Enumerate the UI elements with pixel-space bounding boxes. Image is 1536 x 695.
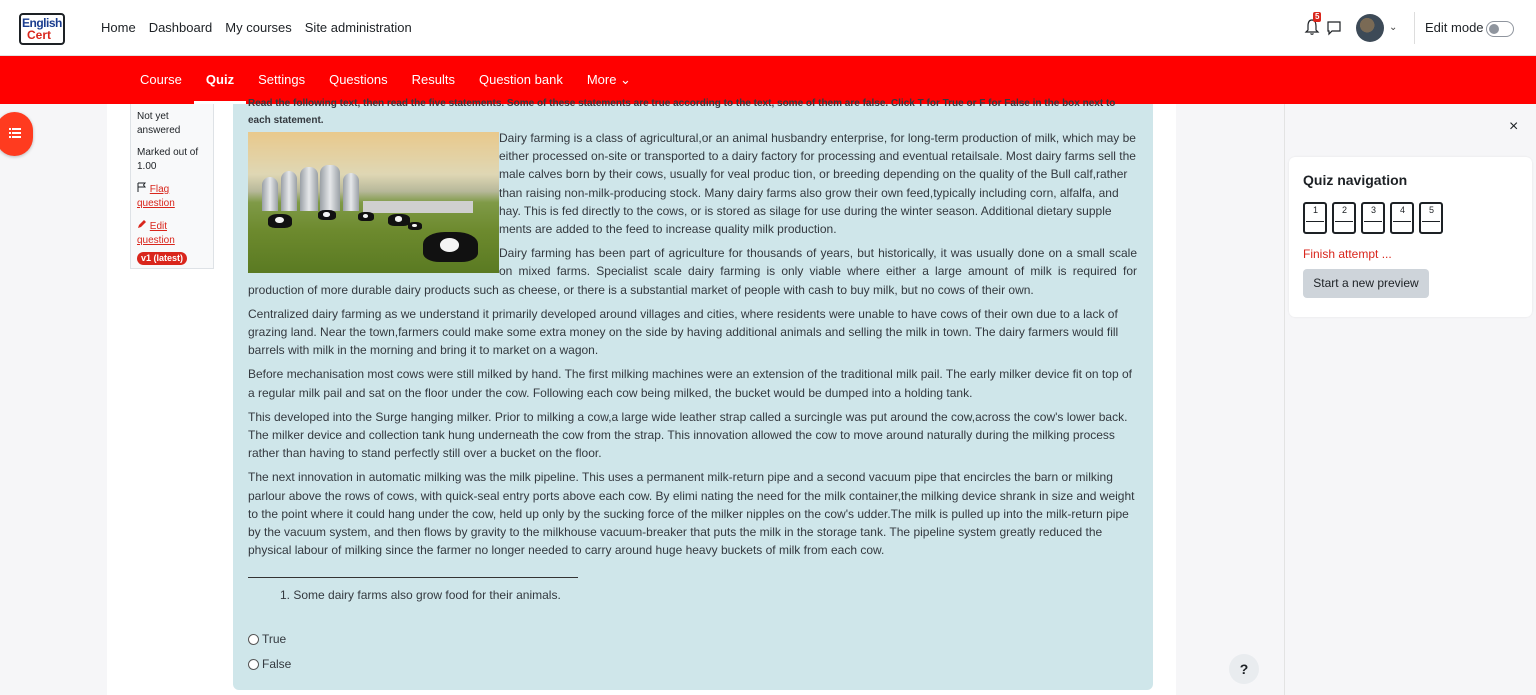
chevron-down-icon[interactable]: ⌄: [1389, 22, 1398, 33]
edit-mode-toggle[interactable]: [1486, 21, 1514, 37]
question-button[interactable]: 2: [1332, 202, 1356, 234]
edit-mode-label: Edit mode: [1425, 20, 1484, 35]
nav-dashboard[interactable]: Dashboard: [148, 20, 213, 35]
option-false[interactable]: [248, 652, 1137, 677]
nav-my-courses[interactable]: My courses: [225, 20, 292, 35]
course-index-toggle-button[interactable]: [0, 112, 33, 156]
primary-navigation: [101, 20, 412, 35]
tab-question-bank[interactable]: Question bank: [478, 72, 563, 87]
question-buttons: [1303, 202, 1443, 234]
silo-shape: [262, 177, 278, 211]
question-button[interactable]: 1: [1303, 202, 1327, 234]
help-button[interactable]: ?: [1229, 654, 1259, 684]
passage-paragraph: The next innovation in automatic milking was the milk pipeline. This uses a permanent milk-return pipe and a second vacuum pipe that encircles the barn or milking parlour above the rows of cows, with quick-seal entry ports above each cow. By elimi nating the need for the milk container,the milking device shrank in size and weight to the point where it could hang under the cow, held up only by the sucking force of the milker nipples on the cow's udder.The milk is pulled up into the milk-return pipe by the vacuum system, and then flows by gravity to the milkhouse vacuum-breaker that puts the milk in the storage tank. The pipeline system greatly reduced the physical labour of milking since the farmer no longer needed to carry around huge heavy buckets of milk from each cow.: [248, 470, 1135, 558]
silo-shape: [320, 165, 340, 211]
tab-questions[interactable]: Questions: [329, 72, 388, 87]
question-statement: 1. Some dairy farms also grow food for their animals.: [280, 588, 561, 603]
passage-paragraph: Dairy farming is a class of agricultural,or an animal husbandry enterprise, for long-term production of milk, which may be either processed on-site or transported to a dairy factory for processing and eventual retailsale. Most dairy farms sell the male calves born by their cows, usually for veal produc tion, or breeding depending on the quality of the Bull calf,rather than raising non-milk-producing stock. Many dairy farms also grow their own feed,typically including corn, alfalfa, and hay. This is fed directly to the cows, or is stored as silage for use during the winter season. Additional dietary supple ments are added to the feed to increase quality milk production.: [499, 131, 1136, 237]
tab-course[interactable]: Course: [140, 72, 182, 87]
right-drawer: [1284, 104, 1536, 695]
tab-more[interactable]: More ⌄: [586, 72, 631, 87]
silo-shape: [300, 167, 318, 211]
edit-question-text[interactable]: Edit question: [137, 221, 175, 246]
question-button[interactable]: 5: [1419, 202, 1443, 234]
nav-home[interactable]: Home: [101, 20, 136, 35]
barn-shape: [363, 201, 473, 213]
question-info-panel: [130, 104, 214, 269]
tab-settings[interactable]: Settings: [258, 72, 306, 87]
top-navbar: [0, 0, 1536, 56]
option-false-label: False: [262, 656, 292, 671]
question-instruction: Read the following text, then read the five statements. Some of these statements are true according to the text, some of them are false. Click T for True or F for False in the box next to each statement.: [248, 98, 1116, 126]
quiz-navigation-block: [1289, 157, 1532, 317]
finish-attempt-link[interactable]: Finish attempt ...: [1303, 247, 1392, 261]
chat-icon[interactable]: [1326, 20, 1342, 36]
list-icon: [9, 128, 21, 138]
question-button[interactable]: 3: [1361, 202, 1385, 234]
divider: [1414, 12, 1415, 44]
passage-paragraph: Centralized dairy farming as we understand it primarily developed around villages and cities, where residents were unable to have cows of their own due to a lack of grazing land. Near the town,farmers could make some extra money on the side by having additional animals and selling the milk in town. The dairy farmers would fill barrels with milk in the morning and bring it to market on a wagon.: [248, 306, 1119, 358]
question-grade: Marked out of 1.00: [137, 147, 199, 172]
flag-icon: [137, 182, 147, 192]
cow-shape: [408, 222, 422, 230]
logo-text-english: English: [22, 16, 62, 30]
dairy-farm-image: [248, 132, 499, 273]
radio-false[interactable]: [248, 659, 259, 670]
edit-question-link[interactable]: [137, 219, 207, 248]
question-button[interactable]: 4: [1390, 202, 1414, 234]
site-logo[interactable]: [19, 13, 67, 45]
logo-text-cert: Cert: [27, 28, 52, 42]
user-avatar[interactable]: [1356, 14, 1384, 42]
pencil-icon: [137, 219, 147, 229]
question-content: [233, 98, 1153, 690]
divider-line: [248, 577, 578, 578]
silo-shape: [281, 171, 297, 211]
flag-question-link[interactable]: [137, 182, 207, 211]
option-true[interactable]: [248, 627, 1137, 652]
tab-results[interactable]: Results: [411, 72, 455, 87]
answer-options: [248, 627, 1137, 677]
nav-site-administration[interactable]: Site administration: [304, 20, 412, 35]
tab-quiz[interactable]: Quiz: [194, 56, 246, 104]
notification-count-badge: 5: [1315, 12, 1320, 21]
passage-paragraph: This developed into the Surge hanging milker. Prior to milking a cow,a large wide leather strap called a surcingle was put around the cow,across the cow's lower back. The milker device and collection tank hung underneath the cow from the strap. This innovation allowed the cow to move around naturally during the milking process rather than having to stand perfectly still over a bucket on the floor.: [248, 409, 1128, 461]
option-true-label: True: [262, 631, 287, 646]
close-icon[interactable]: ×: [1509, 118, 1519, 135]
flag-question-text[interactable]: Flag question: [137, 184, 175, 209]
toggle-knob: [1489, 24, 1499, 34]
passage-paragraph: Dairy farming has been part of agriculture for thousands of years, but historically, it was usually done on a small scale on mixed farms. Specialist scale dairy farming is only viable where either a large amount of milk is required for production of more durable dairy products such as cheese, or there is a substantial market of people with cash to buy milk, but no cows of their own.: [248, 246, 1137, 297]
cow-shape: [268, 214, 292, 228]
cow-shape: [388, 214, 410, 226]
silo-shape: [343, 173, 359, 211]
passage-paragraph: Before mechanisation most cows were still milked by hand. The first milking machines were an extension of the traditional milk pail. The early milker device fit on top of a regular milk pail and sat on the floor under the cow. Following each cow being milked, the bucket would be dumped into a holding tank.: [248, 367, 1132, 400]
quiz-navigation-title: Quiz navigation: [1303, 172, 1408, 188]
cow-shape: [318, 210, 336, 220]
cow-shape: [358, 212, 374, 221]
start-new-preview-button[interactable]: Start a new preview: [1303, 269, 1429, 298]
question-state: Not yet answered: [137, 111, 181, 136]
cow-shape: [423, 232, 478, 262]
version-badge: v1 (latest): [137, 252, 187, 265]
radio-true[interactable]: [248, 634, 259, 645]
